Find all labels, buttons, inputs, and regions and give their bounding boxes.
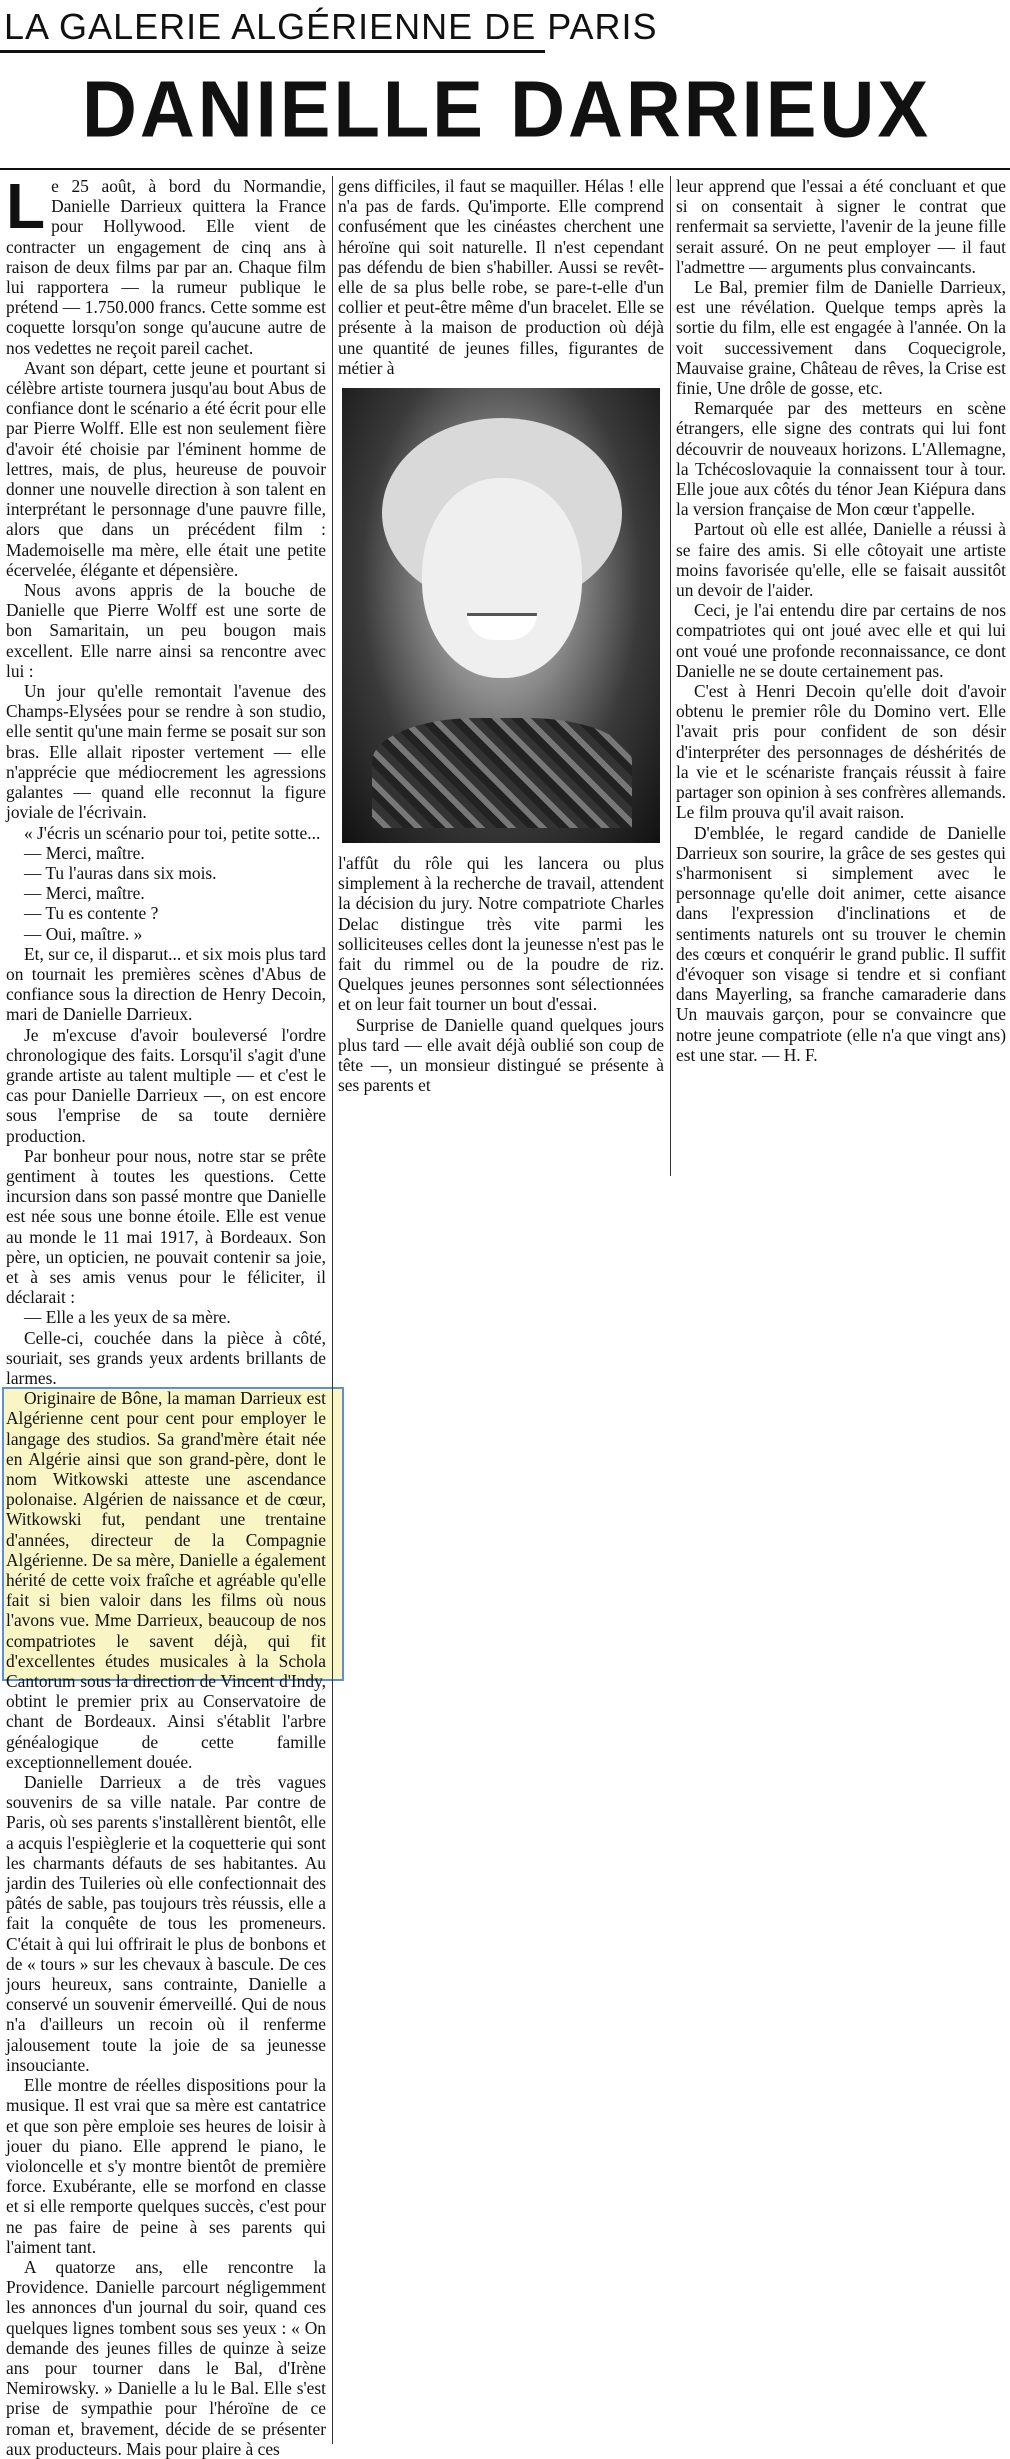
- paragraph: [676, 600, 1006, 681]
- column-rule-2: [670, 176, 671, 1176]
- paragraph: [6, 1025, 326, 1146]
- paragraph: [6, 580, 326, 681]
- paragraph: [676, 681, 1006, 822]
- drop-cap: L: [6, 170, 46, 242]
- paragraph-text: Je m'excuse d'avoir bouleversé l'ordre chronologique des faits. Lorsqu'il s'agit d'une grande artiste au talent multiple — et c'est le cas pour Danielle Darrieux —, on est encore sous l'emprise de sa toute dernière production.: [6, 1024, 326, 1146]
- paragraph: [6, 863, 326, 883]
- paragraph: [338, 1015, 664, 1096]
- paragraph: [6, 681, 326, 822]
- paragraph: [6, 883, 326, 903]
- paragraph-text: Ceci, je l'ai entendu dire par certains de nos compatriotes qui ont joué avec elle et qui lui ont voué une profonde reconnaissance, ce dont Danielle ne se doute certainement pas.: [676, 600, 1006, 681]
- paragraph: [338, 853, 664, 1015]
- paragraph: [6, 170, 326, 358]
- column-rule-1: [332, 176, 333, 2444]
- paragraph-text: « J'écris un scénario pour toi, petite sotte...: [24, 822, 321, 843]
- paragraph: [676, 398, 1006, 519]
- paragraph-text: — Tu es contente ?: [24, 903, 159, 924]
- paragraph-text: Nous avons appris de la bouche de Danielle que Pierre Wolff est une sorte de bon Samaritain, un peu bougon mais excellent. Elle narre ainsi sa rencontre avec lui :: [6, 580, 326, 681]
- paragraph-text: Originaire de Bône, la maman Darrieux est Algérienne cent pour cent pour employer le langage des studios. Sa grand'mère était née en Algérie ainsi que son grand-père, dont le nom Witkowski atteste une ascendance polonaise. Algérien de naissance et de cœur, Witkowski fut, pendant une trentaine d'années, directeur de la Compagnie Algérienne. De sa mère, Danielle a également hérité de cette voix fraîche et agréable qu'elle fait si bien valoir dans les films où nous l'avons vue. Mme Darrieux, beaucoup de nos compatriotes le savent déjà, qui fit d'excellentes études musicales à la Schola Cantorum sous la direction de Vincent d'Indy, obtint le premier prix au Conservatoire de chant de Bordeaux. Ainsi s'établit l'arbre généalogique de cette famille exceptionnellement douée.: [6, 1388, 326, 1772]
- paragraph-text: gens difficiles, il faut se maquiller. Hélas ! elle n'a pas de fards. Qu'importe. Elle comprend confusément que les cinéastes cherchent une héroïne qui soit naturelle. Il n'est cependant pas défendu de bien s'habiller. Aussi se revêt-elle de sa plus belle robe, se pare-t-elle d'un collier et peut-être même d'un bracelet. Elle se présente à la maison de production où déjà une quantité de jeunes filles, figurantes de métier à: [338, 176, 664, 378]
- paragraph-text: Par bonheur pour nous, notre star se prête gentiment à toutes les questions. Cette incursion dans son passé montre que Danielle est née sous une bonne étoile. Elle est venue au monde le 11 mai 1917, à Bordeaux. Son père, un opticien, ne pouvait contenir sa joie, et à ses amis venus pour le féliciter, il déclarait :: [6, 1145, 326, 1308]
- paragraph-text: C'est à Henri Decoin qu'elle doit d'avoir obtenu le premier rôle du Domino vert. Elle l'avait pris pour confident de son désir d'interpréter des personnages de déshérités de la vie et le scénariste français réussit à faire partager son opinion à ses confrères allemands. Le film prouva qu'il avait raison.: [676, 681, 1006, 823]
- paragraph: [6, 1146, 326, 1308]
- paragraph: [6, 1328, 326, 1389]
- paragraph-text: Le Bal, premier film de Danielle Darrieux, est une révélation. Quelque temps après la sortie du film, elle est engagée à l'année. On la voit successivement dans Coquecigrole, Mauvaise graine, Château de rêves, la Crise est finie, Une drôle de gosse, etc.: [676, 277, 1006, 399]
- paragraph-text: leur apprend que l'essai a été concluant et que si on consentait à signer le contrat que renfermait sa serviette, l'avenir de la jeune fille serait assuré. On ne peut employer — il faut l'admettre — arguments plus convaincants.: [676, 176, 1006, 277]
- article-column-3: [676, 176, 1006, 1176]
- paragraph-text: Avant son départ, cette jeune et pourtant si célèbre artiste tournera jusqu'au bout Abus de confiance dont le scénario a été écrit pour elle par Pierre Wolff. Elle est non seulement fière d'avoir été choisie par l'éminent homme de lettres, mais, de plus, heureuse de pouvoir donner une nouvelle direction à son talent en interprétant le personnage d'une pauvre fille, alors que dans un précédent film : Mademoiselle ma mère, elle était une petite écervelée, élégante et dépensière.: [6, 357, 326, 580]
- paragraph: [6, 2257, 326, 2459]
- paragraph-text: Elle montre de réelles dispositions pour la musique. Il est vrai que sa mère est cantatrice et que son père emploie ses heures de loisir à jouer du piano. Elle apprend le piano, le violoncelle et s'y montre bientôt de première force. Exubérante, elle se morfond en classe et si elle remporte quelques succès, c'est pour ne pas faire de peine à ses parents qui l'aiment tant.: [6, 2075, 326, 2257]
- paragraph-text: l'affût du rôle qui les lancera ou plus simplement à la recherche de travail, attendent la décision du jury. Notre compatriote Charles Delac distingue très vite parmi les solliciteuses celles dont la jeunesse n'est pas le fait du rimmel ou de la poudre de riz. Quelques jeunes personnes sont sélectionnées et on leur fait tourner un bout d'essai.: [338, 853, 664, 1015]
- kicker-rule: [0, 50, 545, 53]
- section-kicker: LA GALERIE ALGÉRIENNE DE PARIS: [4, 6, 658, 47]
- paragraph-text: — Tu l'auras dans six mois.: [24, 862, 217, 883]
- article-column-2: [338, 176, 664, 1576]
- paragraph: [338, 176, 664, 378]
- paragraph: [6, 1772, 326, 2075]
- paragraph: [6, 903, 326, 923]
- paragraph: [676, 277, 1006, 398]
- paragraph: [676, 823, 1006, 1065]
- article-column-1: [6, 170, 326, 2459]
- paragraph-text: e 25 août, à bord du Normandie, Danielle Darrieux quittera la France pour Hollywood. Elle vient de contracter un engagement de cinq ans à raison de deux films par par an. Chaque film lui rapportera — la rumeur publique le prétend — 1.750.000 francs. Cette somme est coquette lorsqu'on songe qu'aucune autre de nos vedettes ne reçoit pareil cachet.: [6, 176, 326, 358]
- article-headline: DANIELLE DARRIEUX: [82, 64, 932, 155]
- paragraph-text: — Merci, maître.: [24, 883, 145, 904]
- paragraph-text: Remarquée par des metteurs en scène étrangers, elle signe des contrats qui lui font découvrir de nouveaux horizons. L'Allemagne, la Tchécoslovaquie la connaissent tour à tour. Elle joue aux côtés du ténor Jean Kiépura dans la version française de Mon cœur t'appelle.: [676, 398, 1006, 520]
- portrait-photo: [342, 388, 660, 843]
- paragraph-text: Danielle Darrieux a de très vagues souvenirs de sa ville natale. Par contre de Paris, où ses parents s'installèrent bientôt, elle a acquis l'espièglerie et la coquetterie qui sont les charmants défauts de ses habitantes. Au jardin des Tuileries où elle confectionnait des pâtés de sable, pas toujours très réussis, elle a fait la conquête de tous les promeneurs. C'était à qui lui offrirait le plus de bonbons et de « tours » sur les chevaux à bascule. De ces jours heureux, sans contrainte, Danielle a conservé un souvenir émerveillé. Qui de nous n'a d'ailleurs un recoin où il renferme jalousement toute la joie de sa jeunesse insouciante.: [6, 1772, 326, 2075]
- headline-rule: [0, 168, 1010, 170]
- paragraph: [6, 944, 326, 1025]
- paragraph-text: Partout où elle est allée, Danielle a réussi à se faire des amis. Si elle côtoyait une artiste moins favorisée qu'elle, elle se faisait aussitôt un devoir de l'aider.: [676, 519, 1006, 601]
- paragraph: [676, 176, 1006, 277]
- paragraph-text: — Merci, maître.: [24, 842, 145, 863]
- paragraph-text: Surprise de Danielle quand quelques jours plus tard — elle avait déjà oublié son coup de tête —, un monsieur distingué se présente à ses parents et: [338, 1014, 664, 1096]
- paragraph: [6, 2075, 326, 2257]
- paragraph-text: A quatorze ans, elle rencontre la Providence. Danielle parcourt négligemment les annonces d'un journal du soir, quand ces quelques lignes tombent sous ses yeux : « On demande des jeunes filles de quinze à seize ans pour tourner dans le Bal, d'Irène Nemirowsky. » Danielle a lu le Bal. Elle s'est prise de sympathie pour l'héroïne de ce roman et, bravement, décide de se présenter aux producteurs. Mais pour plaire à ces: [6, 2256, 326, 2459]
- paragraph: [6, 843, 326, 863]
- paragraph: [6, 1388, 326, 1772]
- paragraph: [6, 1307, 326, 1327]
- paragraph: [6, 358, 326, 580]
- paragraph: [6, 924, 326, 944]
- paragraph: [6, 823, 326, 843]
- paragraph-text: Celle-ci, couchée dans la pièce à côté, souriait, ses grands yeux ardents brillants de larmes.: [6, 1327, 326, 1388]
- paragraph: [676, 519, 1006, 600]
- paragraph-text: — Elle a les yeux de sa mère.: [24, 1307, 231, 1328]
- paragraph-text: — Oui, maître. »: [24, 923, 143, 944]
- paragraph-text: Et, sur ce, il disparut... et six mois plus tard on tournait les premières scènes d'Abus de confiance sous la direction de Henry Decoin, mari de Danielle Darrieux.: [6, 943, 326, 1025]
- paragraph-text: Un jour qu'elle remontait l'avenue des Champs-Elysées pour se rendre à son studio, elle sentit qu'une main ferme se posait sur son bras. Elle allait riposter vertement — elle n'apprécie que médiocrement les agressions galantes — quand elle reconnut la figure joviale de l'écrivain.: [6, 681, 326, 823]
- paragraph-text: D'emblée, le regard candide de Danielle Darrieux son sourire, la grâce de ses gestes qui s'harmonisent si simplement avec le personnage qu'elle doit animer, cette aisance dans l'expression d'inclinations et de sentiments naturels ont su trouver le chemin des cœurs et conquérir le grand public. Il suffit d'évoquer son visage si tendre et si confiant dans Mayerling, sa franche camaraderie dans Un mauvais garçon, pour se convaincre que notre jeune compatriote (elle n'a que vingt ans) est une star. — H. F.: [676, 822, 1006, 1065]
